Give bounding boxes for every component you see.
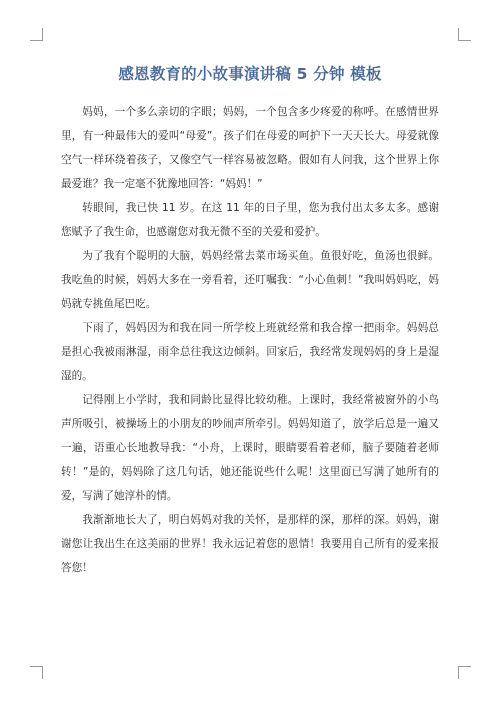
crop-mark-top-left xyxy=(30,28,43,41)
crop-mark-bottom-left xyxy=(30,666,43,679)
document-body xyxy=(61,100,439,580)
paragraph: 下雨了，妈妈因为和我在同一所学校上班就经常和我合撑一把雨伞。妈妈总是担心我被雨淋湿，雨伞总往我这边倾斜。回家后，我经常发现妈妈的身上是湿湿的。 xyxy=(61,322,439,382)
document-title: 感恩教育的小故事演讲稿 5 分钟 模板 xyxy=(118,65,382,83)
paragraph: 为了我有个聪明的大脑，妈妈经常去菜市场买鱼。鱼很好吃，鱼汤也很鲜。我吃鱼的时候，妈妈大多在一旁看着，还叮嘱我：“小心鱼刺！”我叫妈妈吃，妈妈就专挑鱼尾巴吃。 xyxy=(61,250,439,310)
paragraph: 转眼间，我已快 11 岁。在这 11 年的日子里，您为我付出太多太多。感谢您赋予了我生命，也感谢您对我无微不至的关爱和爱护。 xyxy=(61,202,439,238)
paragraph: 我渐渐地长大了，明白妈妈对我的关怀，是那样的深，那样的深。妈妈，谢谢您让我出生在这美丽的世界！我永远记着您的恩情！我要用自己所有的爱来报答您！ xyxy=(61,514,439,574)
crop-mark-bottom-right xyxy=(458,666,471,679)
paragraph: 记得刚上小学时，我和同龄比显得比较幼稚。上课时，我经常被窗外的小鸟声所吸引，被操场上的小朋友的吵闹声所牵引。妈妈知道了，放学后总是一遍又一遍，语重心长地教导我：“小舟，上课时，眼睛要看着老师，脑子要随着老师转！”是的，妈妈除了这几句话，她还能说些什么呢！这里面已写满了她所有的爱，写满了她淳朴的情。 xyxy=(61,394,439,502)
paragraph: 妈妈，一个多么亲切的字眼；妈妈，一个包含多少疼爱的称呼。在感情世界里，有一种最伟大的爱叫“母爱”。孩子们在母爱的呵护下一天天长大。母爱就像空气一样环绕着孩子，又像空气一样容易被忽略。假如有人问我，这个世界上你最爱谁？我一定毫不犹豫地回答：“妈妈！” xyxy=(61,106,439,190)
crop-mark-top-right xyxy=(458,28,471,41)
